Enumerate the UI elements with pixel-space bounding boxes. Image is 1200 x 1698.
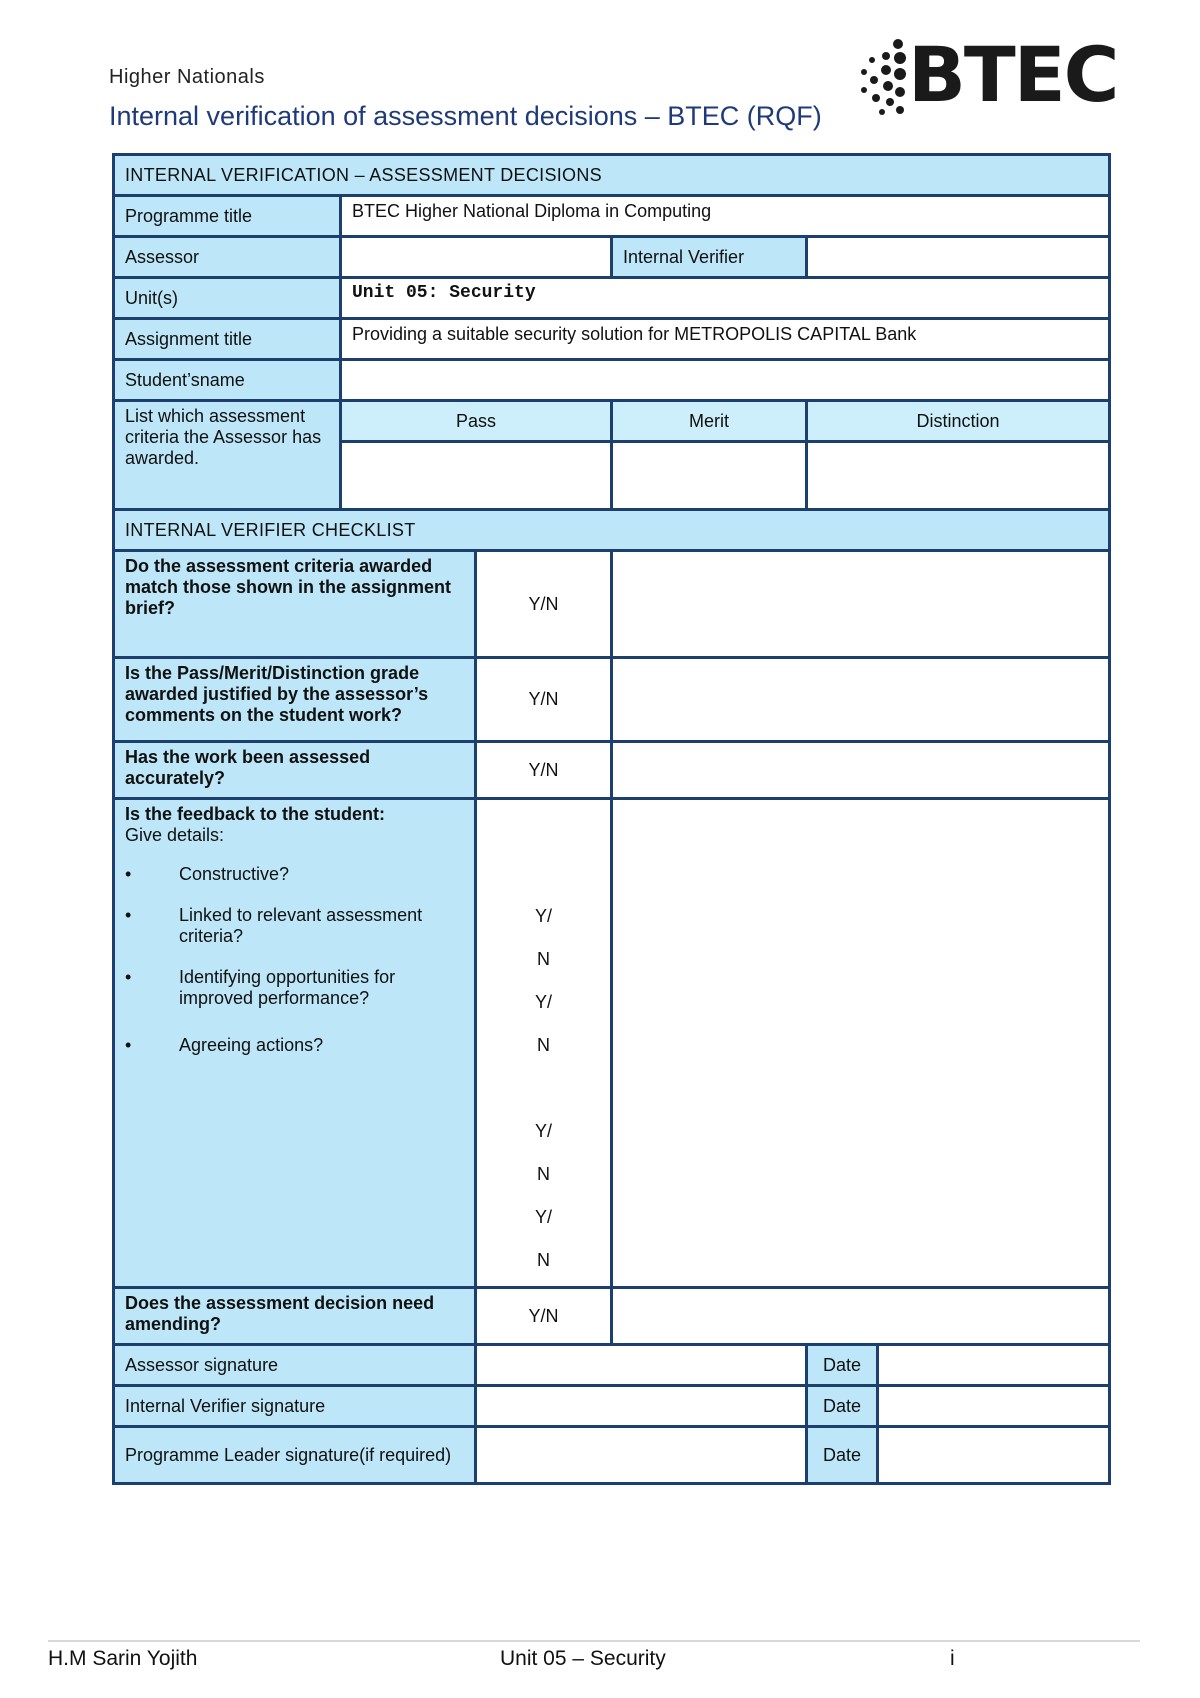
grade-pass-header: Pass [341,401,612,442]
yn-accuracy[interactable]: Y/N [476,742,612,799]
footer-page-number: i [950,1647,955,1670]
pl-date-field[interactable] [878,1427,1110,1484]
footer-author: H.M Sarin Yojith [48,1647,198,1670]
yn-option: Y/ [534,992,552,1012]
assignment-title-label: Assignment title [114,319,341,360]
feedback-bullet: • Constructive? [125,864,290,884]
comment-amending[interactable] [612,1288,1110,1345]
org-name: Higher Nationals [109,66,265,88]
assessor-signature-label: Assessor signature [114,1345,476,1386]
date-label: Date [807,1386,878,1427]
internal-verifier-label: Internal Verifier [612,237,807,278]
yn-option: N [537,1250,550,1270]
assignment-title-field[interactable]: Providing a suitable security solution for METROPOLIS CAPITAL Bank [341,319,1110,360]
yn-grade[interactable]: Y/N [476,658,612,742]
yn-option: N [537,1164,550,1184]
yn-option: N [537,949,550,969]
date-label: Date [807,1427,878,1484]
footer-divider [48,1640,1140,1642]
comment-criteria[interactable] [612,551,1110,658]
yn-feedback[interactable] [476,799,612,1288]
grade-pass-field[interactable] [341,442,612,510]
units-field[interactable]: Unit 05: Security [341,278,1110,319]
yn-option: N [537,1035,550,1055]
assessor-date-field[interactable] [878,1345,1110,1386]
assessor-signature-field[interactable] [476,1345,807,1386]
checklist-question-feedback [114,799,476,1288]
assessor-label: Assessor [114,237,341,278]
date-label: Date [807,1345,878,1386]
btec-logo [858,30,1118,120]
feedback-bullet: • Identifying opportunities for improved performance? [125,967,396,1008]
criteria-label: List which assessment criteria the Assessor has awarded. [114,401,341,510]
yn-option: Y/ [534,1207,552,1227]
comment-feedback[interactable] [612,799,1110,1288]
yn-option: Y/ [534,906,552,926]
dots-icon [858,38,912,116]
units-label: Unit(s) [114,278,341,319]
feedback-subtext: Give details: [125,825,225,845]
yn-amending[interactable]: Y/N [476,1288,612,1345]
assessor-field[interactable] [341,237,612,278]
iv-date-field[interactable] [878,1386,1110,1427]
checklist-question-accuracy: Has the work been assessed accurately? [114,742,476,799]
feedback-bullet: • Agreeing actions? [125,1035,324,1055]
student-name-label: Student’sname [114,360,341,401]
internal-verifier-field[interactable] [807,237,1110,278]
grade-merit-field[interactable] [612,442,807,510]
pl-signature-field[interactable] [476,1427,807,1484]
student-name-field[interactable] [341,360,1110,401]
iv-signature-label: Internal Verifier signature [114,1386,476,1427]
footer-unit: Unit 05 – Security [500,1647,666,1670]
checklist-question-grade: Is the Pass/Merit/Distinction grade awarded justified by the assessor’s comments on the student work? [114,658,476,742]
yn-criteria[interactable]: Y/N [476,551,612,658]
grade-distinction-header: Distinction [807,401,1110,442]
page-title: Internal verification of assessment decisions – BTEC (RQF) [109,101,822,131]
checklist-question-criteria: Do the assessment criteria awarded match those shown in the assignment brief? [114,551,476,658]
yn-option: Y/ [534,1121,552,1141]
feedback-question: Is the feedback to the student: [125,804,386,824]
logo-text: BTEC [908,30,1118,119]
programme-title-label: Programme title [114,196,341,237]
section-header-checklist: INTERNAL VERIFIER CHECKLIST [114,510,1110,551]
iv-signature-field[interactable] [476,1386,807,1427]
pl-signature-label: Programme Leader signature(if required) [114,1427,476,1484]
grade-merit-header: Merit [612,401,807,442]
programme-title-field[interactable]: BTEC Higher National Diploma in Computing [341,196,1110,237]
comment-accuracy[interactable] [612,742,1110,799]
comment-grade[interactable] [612,658,1110,742]
checklist-question-amending: Does the assessment decision need amending? [114,1288,476,1345]
grade-distinction-field[interactable] [807,442,1110,510]
section-header-decisions: INTERNAL VERIFICATION – ASSESSMENT DECISIONS [114,155,1110,196]
verification-form [112,153,1111,1485]
feedback-bullet: • Linked to relevant assessment criteria? [125,905,423,946]
